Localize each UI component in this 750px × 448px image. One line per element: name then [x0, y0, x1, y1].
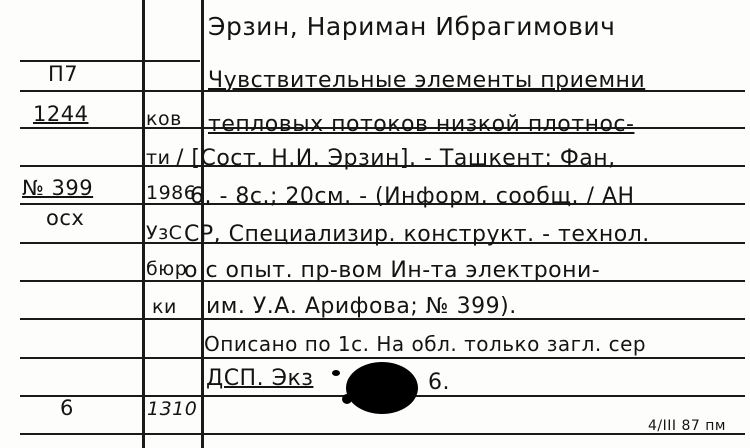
ruled-line — [20, 357, 745, 359]
text-fragment: УзС — [146, 222, 183, 244]
shelf-code: П7 — [48, 62, 79, 86]
series-line: о с опыт. пр-вом Ин-та электрони- — [184, 258, 601, 283]
text-fragment: 1986 — [146, 182, 197, 204]
inventory-number: 1244 — [33, 102, 89, 126]
series-number: № 399 — [22, 176, 94, 200]
title-line: тепловых потоков низкой плотнос- — [208, 112, 635, 137]
text-fragment: бюр — [146, 258, 188, 280]
author-heading: Эрзин, Нариман Ибрагимович — [208, 12, 616, 41]
restriction-label: ДСП. Экз — [206, 366, 314, 391]
ink-blot — [346, 362, 418, 414]
copy-count: 6 — [60, 396, 74, 420]
imprint-line: / [Сост. Н.И. Эрзин]. - Ташкент: Фан, — [176, 146, 616, 171]
ruled-line — [20, 433, 745, 435]
text-fragment: ки — [152, 296, 177, 318]
date-stamp: 4/III 87 пм — [648, 418, 726, 434]
title-line: Чувствительные элементы приемни — [208, 68, 646, 93]
ink-speck — [342, 394, 352, 404]
series-line: СР, Специализир. конструкт. - технол. — [184, 222, 650, 247]
imprint-line: 6. - 8с.; 20см. - (Информ. сообщ. / АН — [190, 184, 635, 209]
margin-line — [142, 0, 145, 448]
department-code: осх — [46, 206, 85, 230]
text-fragment: ков — [146, 108, 182, 130]
call-number: 1310 — [147, 398, 198, 420]
ink-speck — [332, 370, 340, 376]
copy-label: 6. — [428, 370, 450, 395]
series-line: им. У.А. Арифова; № 399). — [206, 294, 517, 319]
note-line: Описано по 1с. На обл. только загл. сер — [204, 332, 647, 356]
text-fragment: ти — [146, 147, 171, 169]
ruled-line — [20, 60, 200, 62]
